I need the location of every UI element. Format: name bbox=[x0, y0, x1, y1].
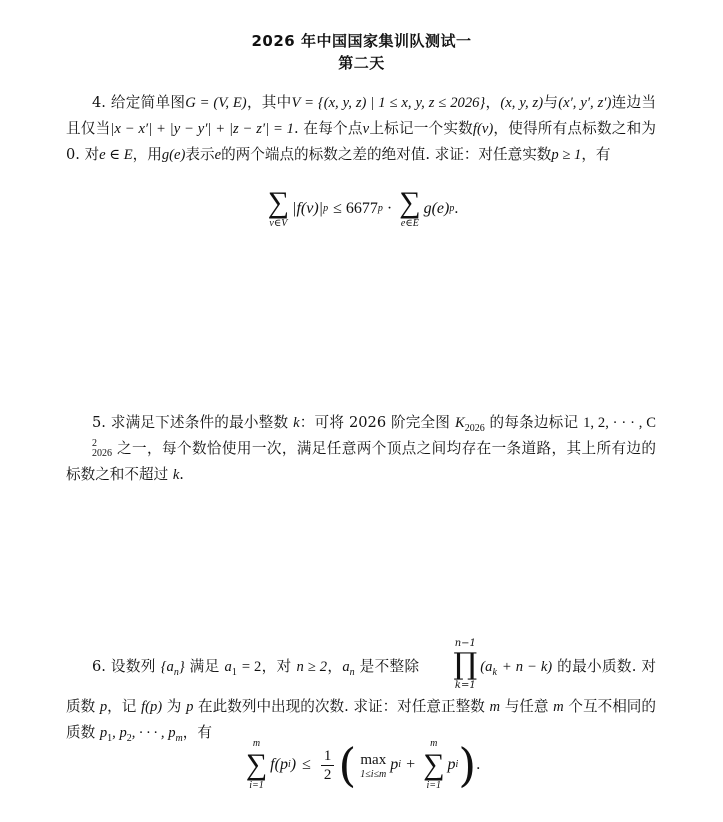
problem-4-number: 4. bbox=[92, 94, 106, 111]
left-paren: ( bbox=[338, 738, 357, 792]
problem-6-equation: m ∑ i=1 f(p i ) ≤ $\frac{1}{2}$ ( max 1≤i≤m p i + m ∑ i=1 p i ) . bbox=[245, 738, 481, 792]
fraction: $\frac{1}{2}$ bbox=[321, 747, 335, 784]
problem-6-text: 6. 设数列 $\{a_n\}$ 满足 $a_1 = 2$，对 n ≥ 2，$a_n$ 是不整除 n−1 ∏ k=1 $(a_k + n - k)$ 的最小质数. 对质数 p，记 f(p) 为 p 在此数列中出现的次数. 求证：对任意正整数 m 与任意 m 个互不相同的质数 $p_1$, $p_2$, · · · , $p_m$，有 bbox=[66, 638, 657, 744]
sum-operator: ∑ v∈V bbox=[267, 186, 290, 229]
product-operator: n−1 ∏ k=1 bbox=[453, 638, 478, 691]
max-operator: max 1≤i≤m bbox=[360, 751, 387, 780]
problem-5-number: 5. bbox=[92, 414, 106, 431]
problem-6-number: 6. bbox=[92, 658, 106, 675]
exam-title: 2026 年中国国家集训队测试一 bbox=[251, 32, 472, 50]
sum-operator: m ∑ i=1 bbox=[423, 738, 445, 791]
sum-operator: m ∑ i=1 bbox=[245, 738, 268, 791]
right-paren: ) bbox=[458, 738, 477, 792]
problem-4-text: 4. 给定简单图G = (V, E)，其中V = {(x, y, z) | 1 ≤ x, y, z ≤ 2026}，(x, y, z)与(x′, y′, z′)连边当且仅当|x − x′| + |y − y′| + |z − z′| = 1. 在每个点v上标记一个实数f(v)，使得所有点标数之和为 0. 对e ∈ E，用g(e)表示e的两个端点的标数之差的绝对值. 求证：对任意实数p ≥ 1，有 bbox=[66, 94, 656, 163]
exam-subtitle: 第二天 bbox=[338, 54, 385, 72]
problem-5-text: 5. 求满足下述条件的最小整数 k：可将 2026 阶完全图 $K_{2026}$ 的每条边标记 1, 2, · · · , C 2 2026 之一，每个数恰使用一次，满足任意两个顶点之间均存在一条道路，其上所有边的标数之和不超过 k. bbox=[66, 414, 657, 483]
sum-operator: ∑ e∈E bbox=[399, 186, 421, 229]
problem-4-equation: ∑ v∈V |f(v)| p ≤ 6677 p · ∑ e∈E g(e) p . bbox=[267, 186, 459, 229]
